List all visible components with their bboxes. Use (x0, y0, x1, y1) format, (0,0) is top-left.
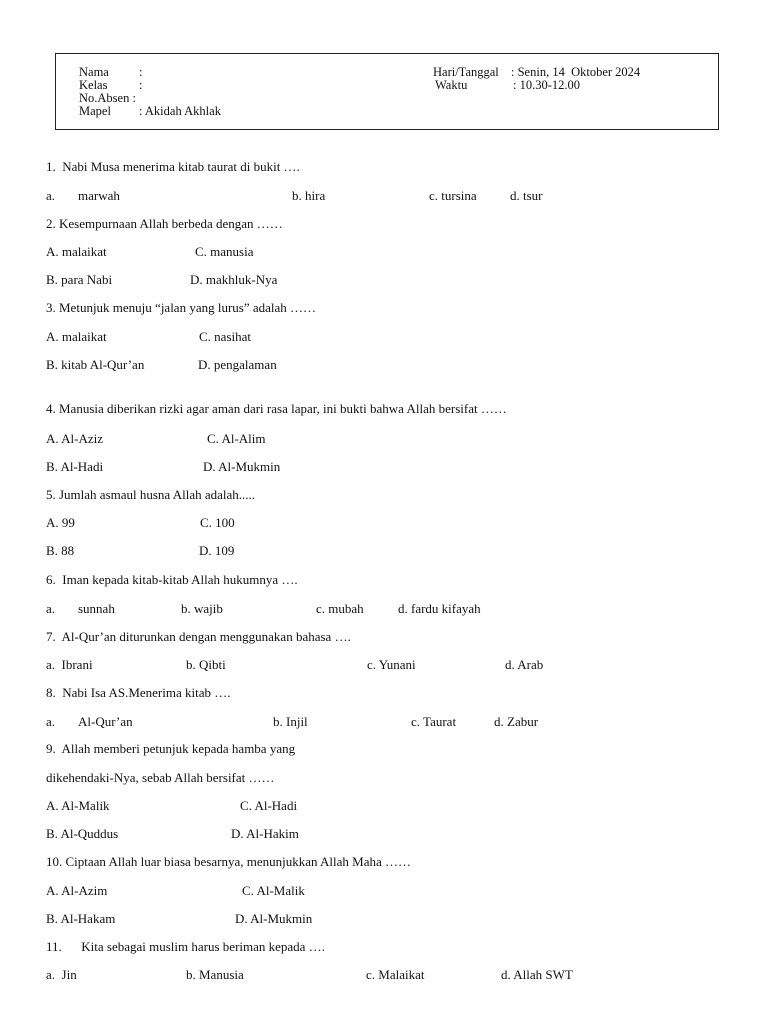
option: D. pengalaman (198, 357, 277, 372)
option: B. Al-Quddus (46, 826, 119, 841)
option: d. Allah SWT (501, 967, 573, 982)
question-7: 7. Al-Qur’an diturunkan dengan menggunakan bahasa …. (46, 629, 351, 644)
question-9-continued: dikehendaki-Nya, sebab Allah bersifat …… (46, 770, 275, 785)
option: C. Al-Malik (242, 883, 305, 898)
student-info-box (55, 53, 719, 130)
nama-value: : (139, 65, 143, 79)
option: C. manusia (195, 244, 254, 259)
option: D. 109 (199, 543, 235, 558)
option: C. Al-Hadi (240, 798, 298, 813)
option: a. (46, 188, 56, 203)
option: c. mubah (316, 601, 364, 616)
option: D. makhluk-Nya (190, 272, 278, 287)
option: B. Al-Hakam (46, 911, 116, 926)
question-1: 1. Nabi Musa menerima kitab taurat di bukit …. (46, 159, 300, 174)
question-5: 5. Jumlah asmaul husna Allah adalah..... (46, 487, 256, 502)
question-10: 10. Ciptaan Allah luar biasa besarnya, menunjukkan Allah Maha …… (46, 854, 411, 869)
mapel-value: : Akidah Akhlak (139, 104, 221, 118)
option: a. Jin (46, 967, 77, 982)
option: D. Al-Mukmin (235, 911, 313, 926)
option: B. kitab Al-Qur’an (46, 357, 145, 372)
waktu-value: : 10.30-12.00 (513, 78, 581, 92)
question-2: 2. Kesempurnaan Allah berbeda dengan …… (46, 216, 283, 231)
option: marwah (78, 188, 120, 203)
option: a. (46, 601, 56, 616)
kelas-label: Kelas (79, 78, 108, 92)
option: sunnah (78, 601, 115, 616)
question-9: 9. Allah memberi petunjuk kepada hamba yang (46, 741, 296, 756)
option: b. hira (292, 188, 326, 203)
option: A. Al-Aziz (46, 431, 104, 446)
option: B. Al-Hadi (46, 459, 104, 474)
option: d. tsur (510, 188, 543, 203)
option: D. Al-Hakim (231, 826, 299, 841)
option: d. Arab (505, 657, 544, 672)
option: C. nasihat (199, 329, 251, 344)
option: Al-Qur’an (78, 714, 133, 729)
option: D. Al-Mukmin (203, 459, 281, 474)
option: A. malaikat (46, 244, 107, 259)
hari-value: : Senin, 14 Oktober 2024 (511, 65, 641, 79)
option: A. 99 (46, 515, 75, 530)
question-8: 8. Nabi Isa AS.Menerima kitab …. (46, 685, 231, 700)
option: b. wajib (181, 601, 223, 616)
question-11: 11. Kita sebagai muslim harus beriman kepada …. (46, 939, 325, 954)
option: d. Zabur (494, 714, 539, 729)
option: A. malaikat (46, 329, 107, 344)
question-3: 3. Metunjuk menuju “jalan yang lurus” adalah …… (46, 300, 317, 315)
question-6: 6. Iman kepada kitab-kitab Allah hukumnya …. (46, 572, 298, 587)
nama-label: Nama (79, 65, 109, 79)
option: c. Taurat (411, 714, 457, 729)
option: c. tursina (429, 188, 477, 203)
kelas-value: : (139, 78, 143, 92)
option: a. (46, 714, 56, 729)
option: A. Al-Azim (46, 883, 108, 898)
option: b. Injil (273, 714, 308, 729)
option: d. fardu kifayah (398, 601, 481, 616)
mapel-label: Mapel (79, 104, 111, 118)
option: b. Qibti (186, 657, 226, 672)
waktu-label: Waktu (435, 78, 468, 92)
option: b. Manusia (186, 967, 244, 982)
option: C. Al-Alim (207, 431, 266, 446)
option: B. 88 (46, 543, 75, 558)
option: A. Al-Malik (46, 798, 110, 813)
question-4: 4. Manusia diberikan rizki agar aman dari rasa lapar, ini bukti bahwa Allah bersifat …… (46, 401, 507, 416)
option: B. para Nabi (46, 272, 113, 287)
hari-label: Hari/Tanggal (433, 65, 499, 79)
option: a. Ibrani (46, 657, 93, 672)
noabsen-label: No.Absen : (79, 91, 136, 105)
option: c. Yunani (367, 657, 416, 672)
option: C. 100 (200, 515, 235, 530)
option: c. Malaikat (366, 967, 425, 982)
